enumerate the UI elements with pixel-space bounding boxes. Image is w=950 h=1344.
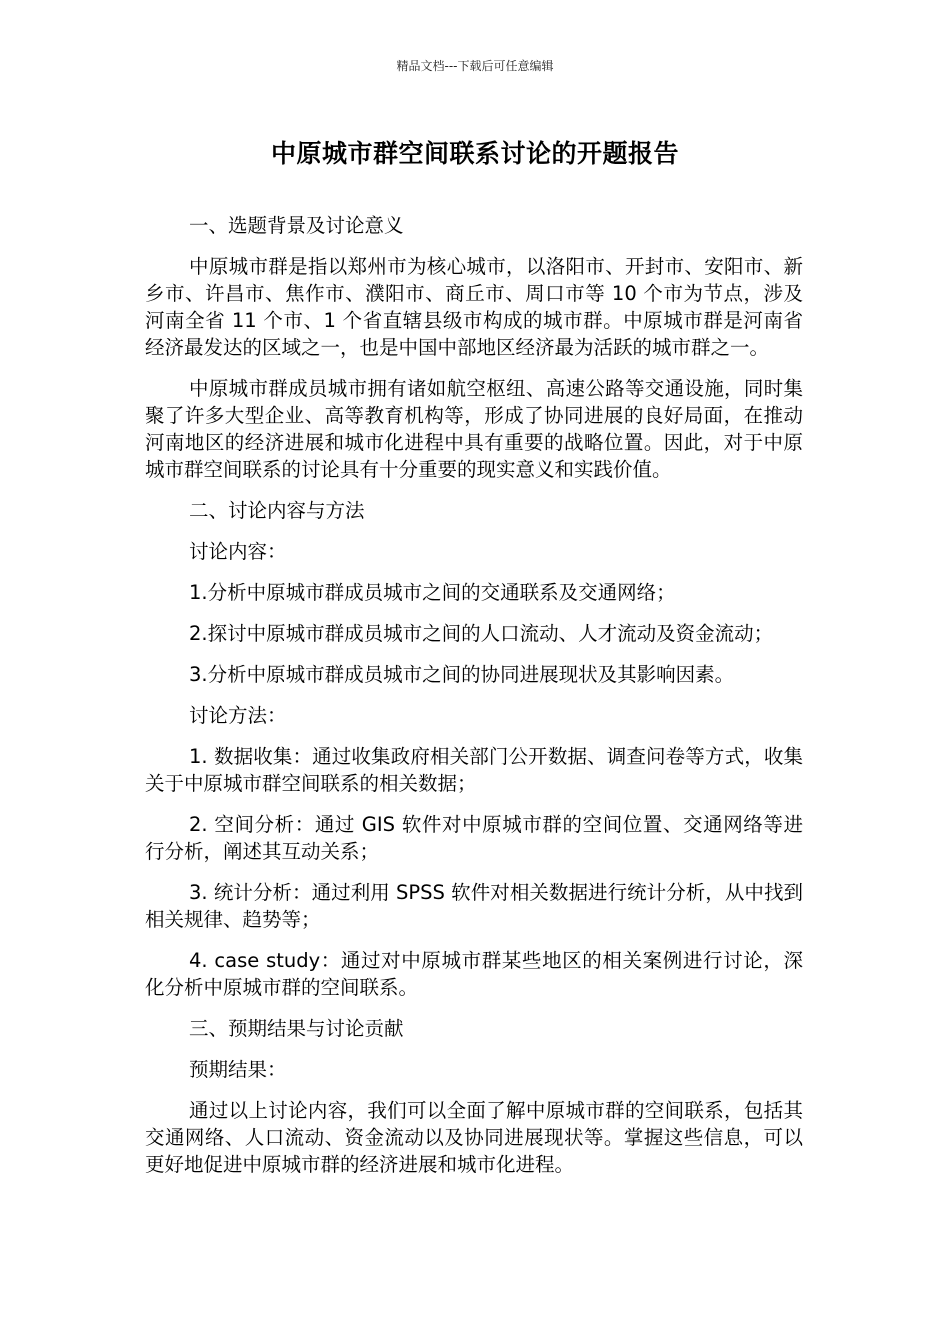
section-heading-1: 一、选题背景及讨论意义: [189, 214, 404, 237]
header-note: 精品文档---下载后可任意编辑: [396, 59, 554, 73]
paragraph-background: 中原城市群是指以郑州市为核心城市，以洛阳市、开封市、安阳市、新乡市、许昌市、焦作市、濮阳市、商丘市、周口市等 10 个市为节点，涉及河南全省 11 个市、1 个省直辖县级市构成的城市群。中原城市群是河南省经济最发达的区域之一，也是中国中部地区经济最为活跃的城市群之一。: [145, 255, 803, 359]
subheading-expected-results: 预期结果：: [189, 1058, 287, 1081]
list-item-method-2: 2. 空间分析：通过 GIS 软件对中原城市群的空间位置、交通网络等进行分析，阐述其互动关系；: [145, 813, 803, 863]
subheading-methods: 讨论方法：: [189, 704, 287, 727]
document-body: [145, 212, 803, 1192]
document-title: 中原城市群空间联系讨论的开题报告: [270, 139, 679, 168]
list-item-content-3: 3.分析中原城市群成员城市之间的协同进展现状及其影响因素。: [189, 663, 735, 686]
section-heading-3: 三、预期结果与讨论贡献: [189, 1017, 404, 1040]
section-heading-2: 二、讨论内容与方法: [189, 499, 365, 522]
paragraph-expected-results: 通过以上讨论内容，我们可以全面了解中原城市群的空间联系，包括其交通网络、人口流动、资金流动以及协同进展现状等。掌握这些信息，可以更好地促进中原城市群的经济进展和城市化进程。: [145, 1099, 803, 1176]
subheading-content: 讨论内容：: [189, 540, 287, 563]
list-item-method-4: 4. case study：通过对中原城市群某些地区的相关案例进行讨论，深化分析中原城市群的空间联系。: [145, 949, 803, 999]
list-item-content-1: 1.分析中原城市群成员城市之间的交通联系及交通网络；: [189, 581, 676, 604]
list-item-content-2: 2.探讨中原城市群成员城市之间的人口流动、人才流动及资金流动；: [189, 622, 774, 645]
list-item-method-1: 1. 数据收集：通过收集政府相关部门公开数据、调查问卷等方式，收集关于中原城市群空间联系的相关数据；: [145, 745, 803, 795]
list-item-method-3: 3. 统计分析：通过利用 SPSS 软件对相关数据进行统计分析，从中找到相关规律、趋势等；: [145, 881, 803, 931]
paragraph-significance: 中原城市群成员城市拥有诸如航空枢纽、高速公路等交通设施，同时集聚了许多大型企业、高等教育机构等，形成了协同进展的良好局面，在推动河南地区的经济进展和城市化进程中具有重要的战略位置。因此，对于中原城市群空间联系的讨论具有十分重要的现实意义和实践价值。: [145, 377, 803, 481]
